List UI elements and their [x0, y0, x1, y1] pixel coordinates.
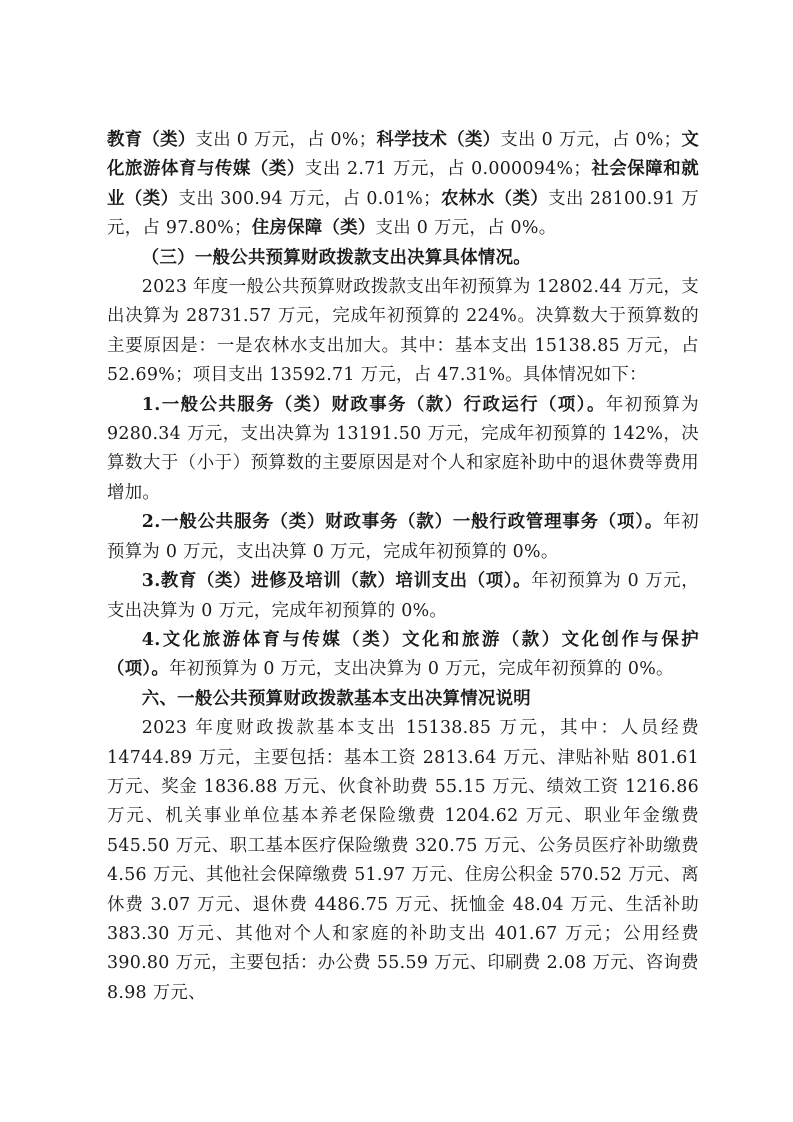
category-housing-value: 支出 0 万元，占 0%。	[375, 218, 557, 239]
paragraph-expenditure-by-category	[107, 126, 699, 244]
category-education-value: 支出 0 万元，占 0%；	[195, 130, 377, 150]
category-social-security-value: 支出 300.94 万元，占 0.01%；	[178, 188, 441, 209]
item-text: 年初预算为 9280.34 万元，支出决算为 13191.50 万元，完成年初预算的 142%，决算数大于（小于）预算数的主要原因是对个人和家庭补助中的退休费等费用增加。	[107, 394, 699, 503]
paragraph-basic-expenditure: 2023 年度财政拨款基本支出 15138.85 万元，其中：人员经费 14744.89 万元，主要包括：基本工资 2813.64 万元、津贴补贴 801.61 万元、奖金 1836.88 万元、伙食补助费 55.15 万元、绩效工资 1216.86 万元、机关事业单位基本养老保险缴费 1204.62 万元、职业年金缴费 545.50 万元、职工基本医疗保险缴费 320.75 万元、公务员医疗补助缴费 4.56 万元、其他社会保障缴费 51.97 万元、住房公积金 570.52 万元、离休费 3.07 万元、退休费 4486.75 万元、抚恤金 48.04 万元、生活补助 383.30 万元、其他对个人和家庭的补助支出 401.67 万元；公用经费 390.80 万元，主要包括：办公费 55.59 万元、印刷费 2.08 万元、咨询费 8.98 万元、	[107, 718, 699, 1003]
item-title: 2.一般公共服务（类）财政事务（款）一般行政管理事务（项）。	[141, 512, 664, 533]
item-text: 年初预算为 0 万元，支出决算为 0 万元，完成年初预算的 0%。	[169, 659, 674, 680]
category-social-security: 社会保障和就业（类）	[107, 159, 699, 209]
item-title: 3.教育（类）进修及培训（款）培训支出（项）。	[141, 571, 532, 592]
category-culture-value: 支出 2.71 万元，占 0.000094%；	[304, 159, 592, 180]
section-heading-3: （三）一般公共预算财政拨款支出决算具体情况。	[141, 247, 531, 268]
item-text: 年初预算为 0 万元，支出决算为 0 万元，完成年初预算的 0%。	[107, 571, 700, 621]
document-page	[107, 126, 699, 1008]
category-culture: 文化旅游体育与传媒（类）	[107, 130, 700, 180]
category-agriculture: 农林水（类）	[440, 188, 549, 209]
item-text: 年初预算为 0 万元，支出决算 0 万元，完成年初预算的 0%。	[107, 512, 699, 562]
list-item	[107, 391, 699, 509]
item-title: 1.一般公共服务（类）财政事务（款）行政运行（项）。	[141, 394, 606, 415]
list-item	[107, 508, 699, 567]
category-science-value: 支出 0 万元，占 0%；	[500, 130, 682, 150]
section-heading-6: 六、一般公共预算财政拨款基本支出决算情况说明	[141, 688, 531, 709]
category-agriculture-value: 支出 28100.91 万元，占 97.80%；	[107, 188, 700, 239]
list-item	[107, 567, 699, 626]
category-science: 科学技术（类）	[376, 130, 501, 150]
category-housing: 住房保障（类）	[251, 218, 376, 239]
item-title: 4.文化旅游体育与传媒（类）文化和旅游（款）文化创作与保护（项）。	[107, 629, 699, 680]
paragraph-budget-summary: 2023 年度一般公共预算财政拨款支出年初预算为 12802.44 万元，支出决算为 28731.57 万元，完成年初预算的 224%。决算数大于预算数的主要原因是：一是农林水支出加大。其中：基本支出 15138.85 万元，占 52.69%；项目支出 13592.71 万元，占 47.31%。具体情况如下：	[107, 277, 699, 386]
list-item	[107, 626, 699, 685]
category-education: 教育（类）	[107, 130, 196, 150]
